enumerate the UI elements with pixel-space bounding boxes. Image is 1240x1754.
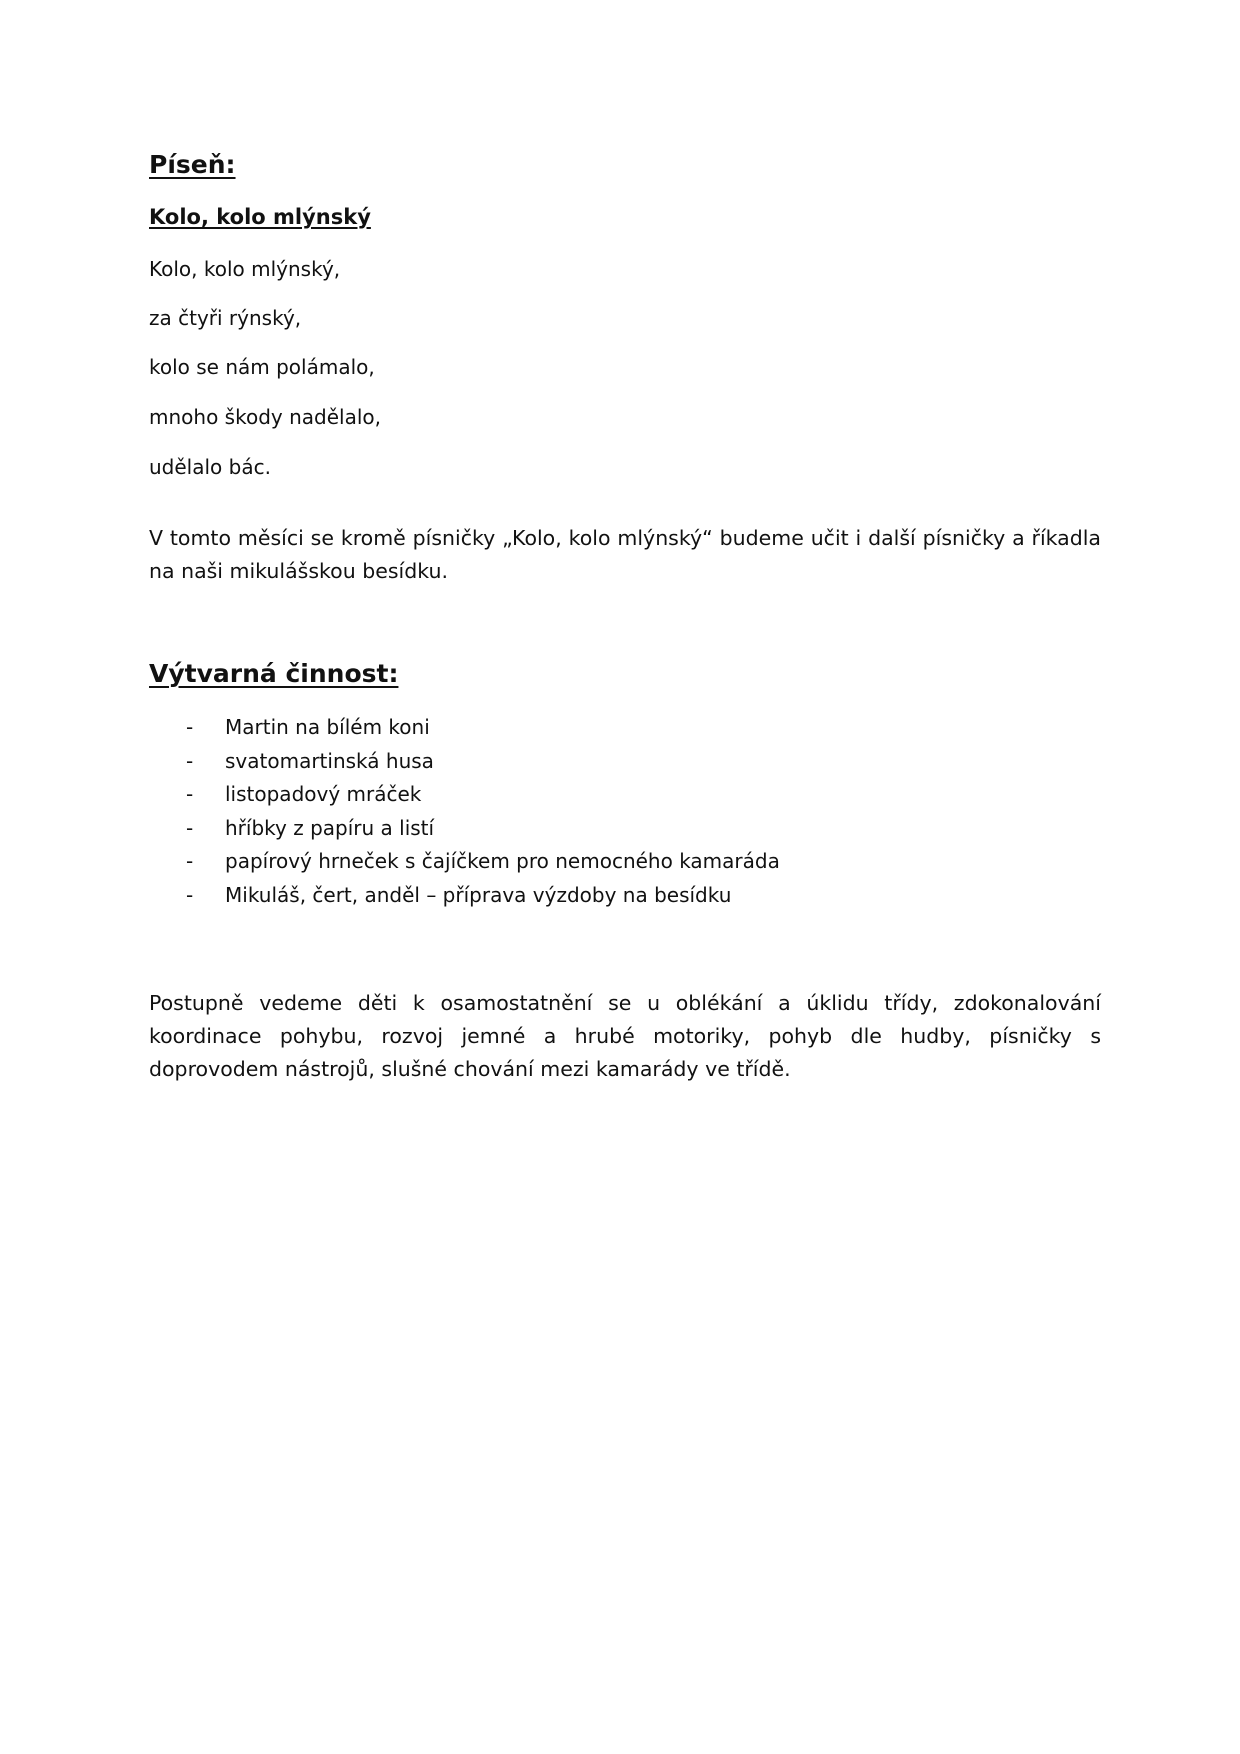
song-line-1 xyxy=(149,256,1101,282)
song-line: udělalo bác. xyxy=(149,455,271,479)
list-item xyxy=(186,778,1066,812)
list-item xyxy=(186,812,1066,846)
list-item-text: papírový hrneček s čajíčkem pro nemocného kamaráda xyxy=(225,849,780,873)
bullet-dash: - xyxy=(186,815,194,840)
song-section xyxy=(149,150,1101,180)
song-line-5 xyxy=(149,454,1101,480)
art-section xyxy=(149,659,1101,689)
list-item-text: listopadový mráček xyxy=(225,782,422,806)
list-item xyxy=(186,879,1066,913)
song-line-4 xyxy=(149,404,1101,430)
song-line: mnoho škody nadělalo, xyxy=(149,405,381,429)
song-line: za čtyři rýnský, xyxy=(149,306,302,330)
bullet-dash: - xyxy=(186,882,194,907)
bullet-dash: - xyxy=(186,782,194,806)
art-heading: Výtvarná činnost: xyxy=(149,659,399,688)
bullet-dash: - xyxy=(186,849,194,873)
song-line-3 xyxy=(149,354,1101,380)
song-line-2 xyxy=(149,305,1101,331)
list-item xyxy=(186,711,1066,745)
list-item-text: Martin na bílém koni xyxy=(225,715,430,739)
song-heading: Píseň: xyxy=(149,150,236,179)
list-item-text: Mikuláš, čert, anděl – příprava výzdoby na besídku xyxy=(225,882,732,907)
art-activity-list xyxy=(186,711,1066,912)
song-note: V tomto měsíci se kromě písničky „Kolo, kolo mlýnský“ budeme učit i další písničky a říkadla na naši mikulášskou besídku. xyxy=(149,526,1101,583)
list-item xyxy=(186,845,1066,879)
song-line: kolo se nám polámalo, xyxy=(149,355,375,379)
song-line: Kolo, kolo mlýnský, xyxy=(149,257,341,281)
song-title: Kolo, kolo mlýnský xyxy=(149,205,371,229)
closing-block xyxy=(149,987,1101,1086)
bullet-dash: - xyxy=(186,748,194,773)
song-note-block xyxy=(149,522,1101,588)
list-item xyxy=(186,745,1066,779)
song-title-block xyxy=(149,204,1101,230)
list-item-text: hříbky z papíru a listí xyxy=(225,815,435,840)
bullet-dash: - xyxy=(186,715,194,739)
closing-paragraph: Postupně vedeme děti k osamostatnění se u oblékání a úklidu třídy, zdokonalování koordinace pohybu, rozvoj jemné a hrubé motoriky, pohyb dle hudby, písničky s doprovodem nástrojů, slušné chování mezi kamarády ve třídě. xyxy=(149,991,1101,1081)
list-item-text: svatomartinská husa xyxy=(225,748,434,773)
